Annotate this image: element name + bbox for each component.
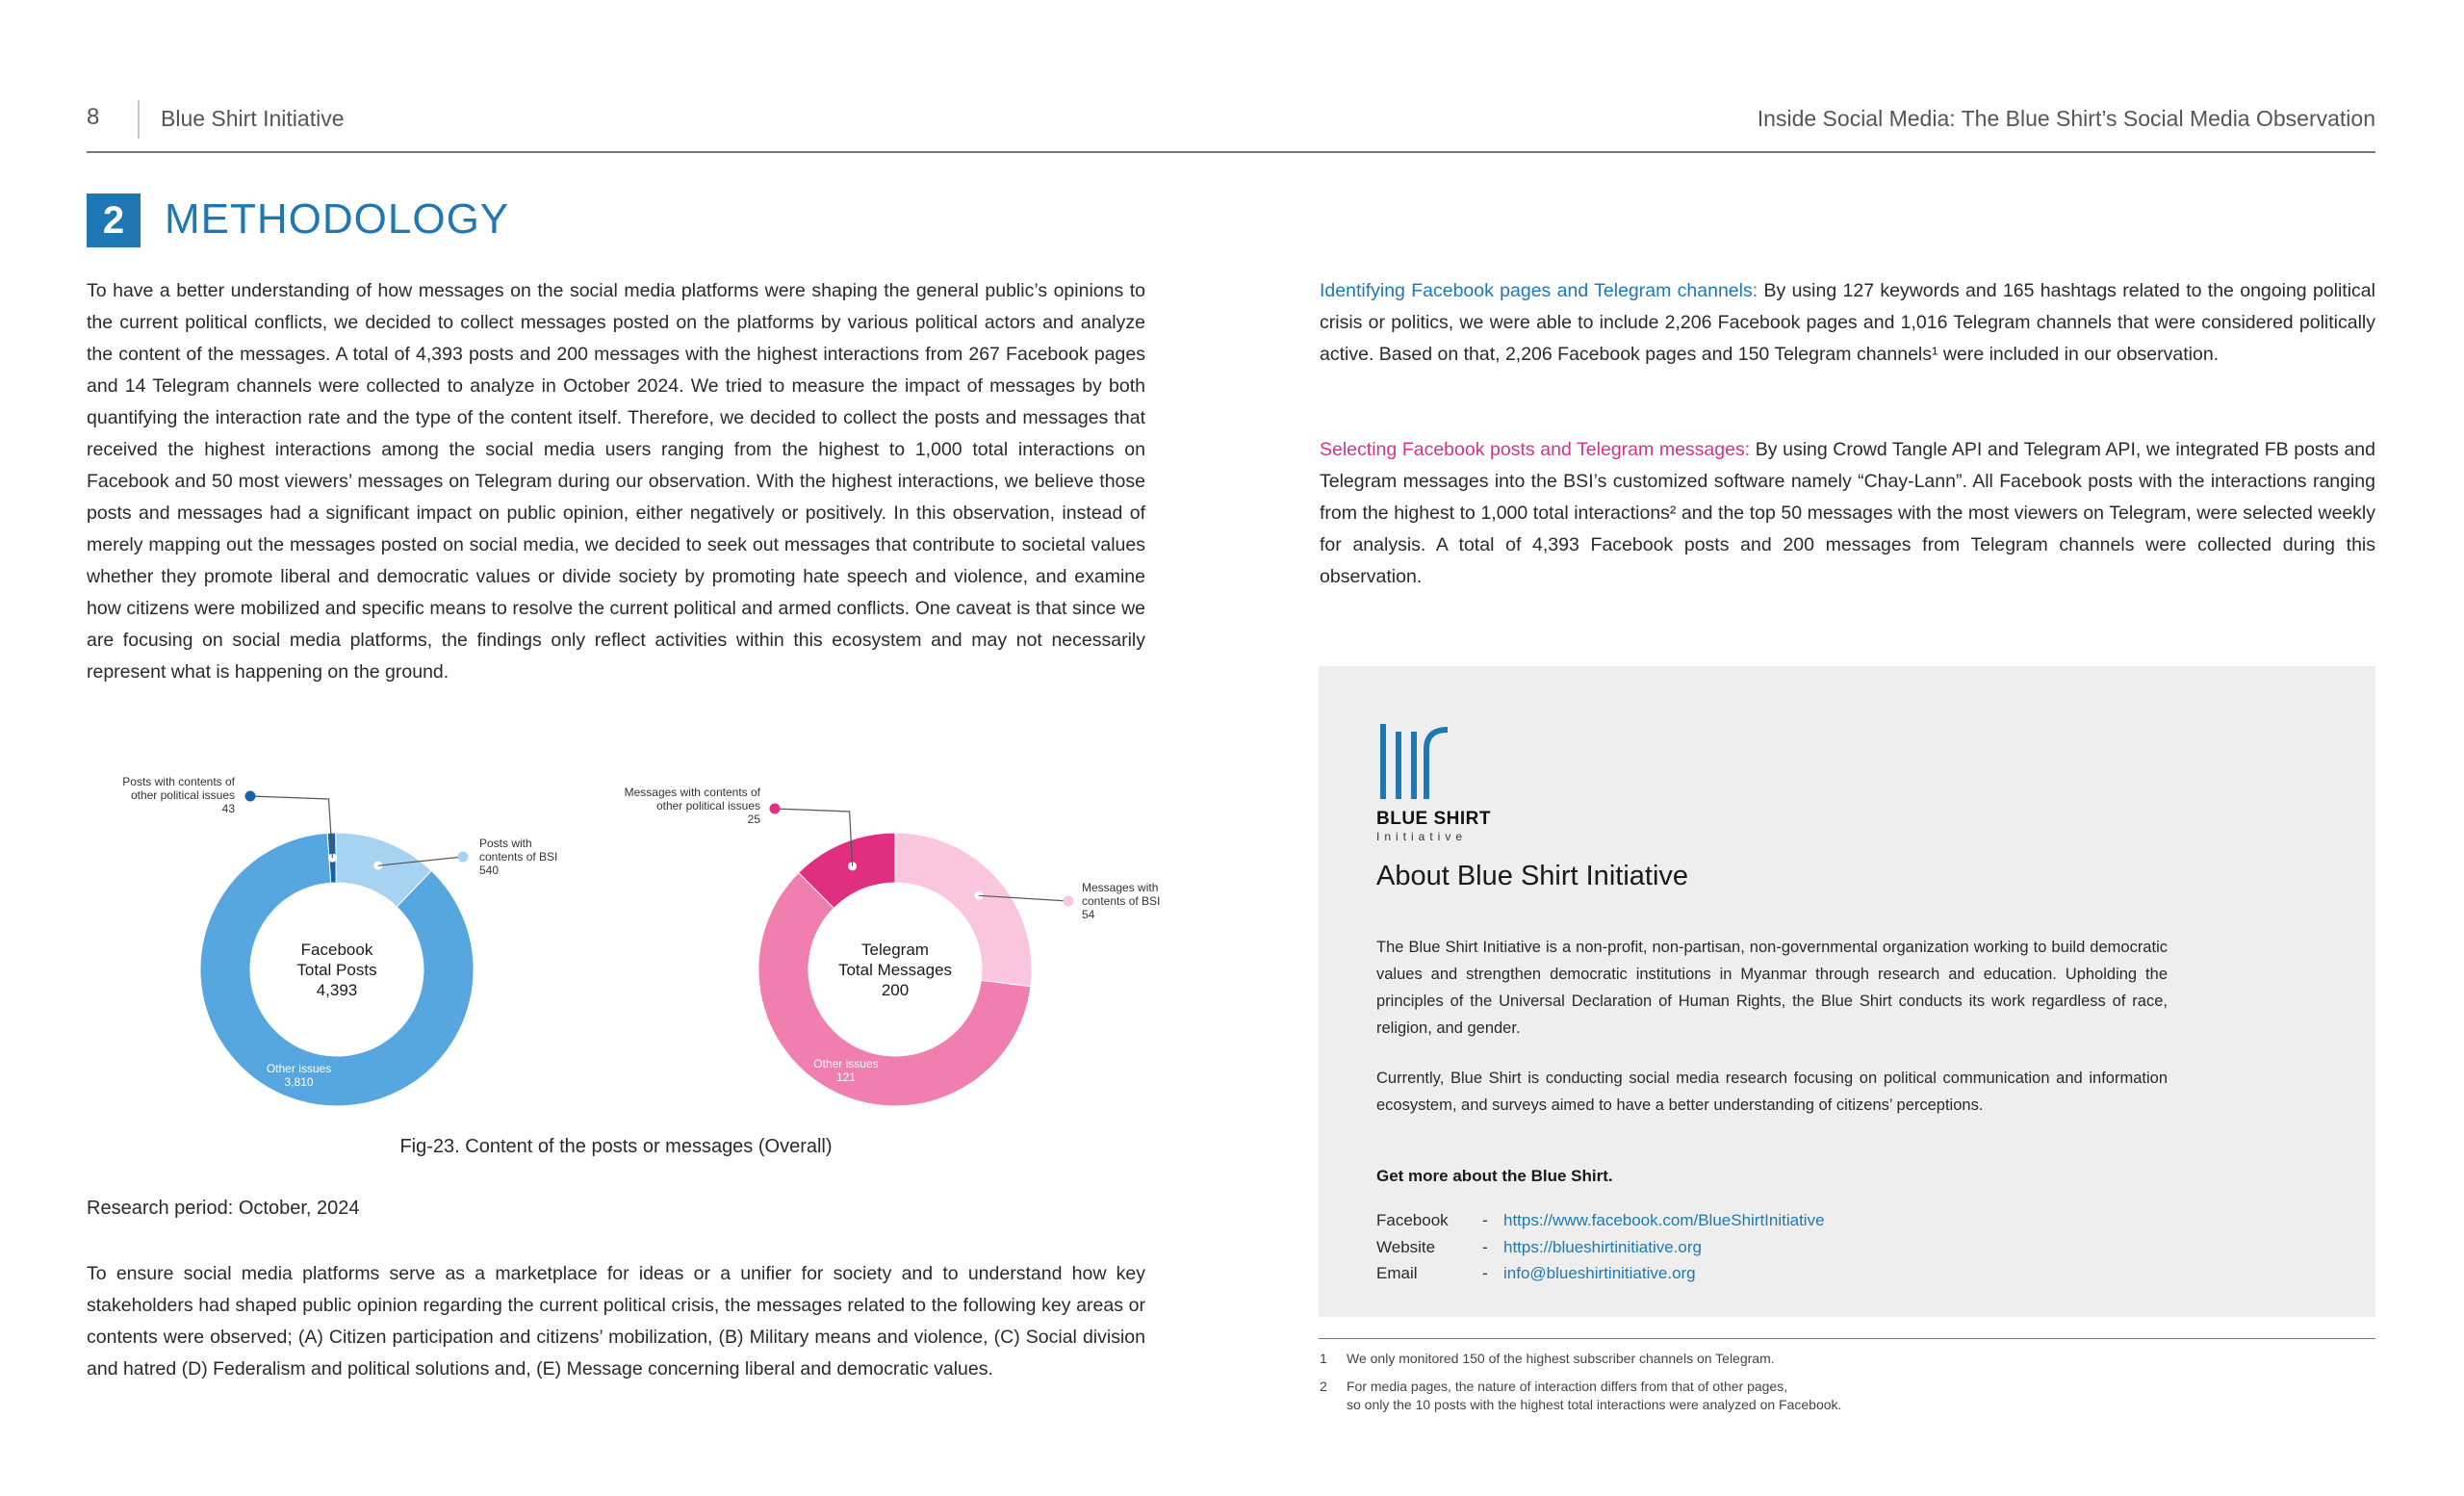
about-box [1319,666,2375,1317]
footnote-text: We only monitored 150 of the highest subscriber channels on Telegram. [1347,1351,1775,1366]
contact-dash: - [1482,1238,1488,1256]
donut-center-label: Facebook [300,941,373,959]
telegram-donut-chart [625,786,1161,1106]
callout-label: 540 [479,864,500,877]
contact-row-website [1376,1238,1702,1257]
footnote-2 [1320,1378,1841,1414]
callout-label: contents of BSI [479,850,558,864]
contact-label: Email [1376,1264,1418,1282]
footnote-1 [1320,1350,1775,1368]
callout-label: 54 [1082,908,1095,921]
header-left-title: Blue Shirt Initiative [161,106,345,131]
intro-paragraph: To have a better understanding of how messages on the social media platforms were shaping the general public’s opinions to the current political conflicts, we decided to collect messages posted on the platforms by various political actors and analyze the content of the messages. A total of 4,393 posts and 200 messages with the highest interactions from 267 Facebook pages and 14 Telegram channels were collected to analyze in October 2024. We tried to measure the impact of messages by both quantifying the interaction rate and the type of the content itself. Therefore, we decided to collect the posts and messages that received the highest interactions among the social media users ranging from the highest to 1,000 total interactions on Facebook and 50 most viewers’ messages on Telegram during our observation. With the highest interactions, we believe those posts and messages had a significant impact on public opinion, either negatively or positively. In this observation, instead of merely mapping out the messages posted on social media, we decided to seek out messages that contribute to societal values whether they promote liberal and democratic values or divide society by promoting hate speech and violence, and examine how citizens were mobilized and specific means to resolve the current political and armed conflicts. One caveat is that since we are focusing on social media platforms, the findings only reflect activities within this ecosystem and may not necessarily represent what is happening on the ground. [87,280,1145,683]
donut-center-label: Total Posts [296,961,377,979]
header-divider [138,100,140,139]
page-number: 8 [87,104,100,130]
callout-label: 43 [221,802,235,815]
donut-center-label: 4,393 [316,981,358,999]
selecting-text: By using Crowd Tangle API and Telegram API, we integrated FB posts and Telegram messages into the BSI’s customized software namely “Chay-Lann”. All Facebook posts with the interactions ranging from the highest to 1,000 total interactions² and the top 50 messages with the most viewers on Telegram, were selected weekly for analysis. A total of 4,393 Facebook posts and 200 messages from Telegram channels were collected during this observation. [1320,439,2375,587]
callout-label: Messages with contents of [624,786,760,799]
footnote-number: 1 [1320,1351,1327,1366]
slice-value-label: 121 [835,1070,856,1085]
callout-label: Posts with contents of [122,775,235,788]
contact-label: Facebook [1376,1211,1449,1229]
callout-label: contents of BSI [1082,894,1161,908]
identifying-text: By using 127 keywords and 165 hashtags related to the ongoing political crisis or politics, we were able to include 2,206 Facebook pages and 1,016 Telegram channels that were considered politically active. Based on that, 2,206 Facebook pages and 150 Telegram channels¹ were included in our observation. [1320,280,2375,365]
about-paragraph-1: The Blue Shirt Initiative is a non-profit, non-partisan, non-governmental organization working to build democratic values and strengthen democratic institutions in Myanmar through research and education. Upholding the principles of the Universal Declaration of Human Rights, the Blue Shirt conducts its work regardless of race, religion, and gender. [1376,939,2168,1037]
get-more-heading: Get more about the Blue Shirt. [1376,1167,1613,1185]
slice-value-label: 3,810 [284,1075,314,1090]
logo-name: BLUE SHIRT [1376,809,1491,829]
selecting-label: Selecting Facebook posts and Telegram messages: [1320,439,1751,460]
email-link[interactable]: info@blueshirtinitiative.org [1503,1264,1696,1282]
slice-value-label: Other issues [813,1057,879,1071]
callout-label: other political issues [130,788,235,802]
section-title: METHODOLOGY [165,195,510,243]
callout-end-dot [1064,896,1074,907]
callout-label: 25 [747,812,760,826]
identifying-label: Identifying Facebook pages and Telegram channels: [1320,280,1758,301]
footnote-number: 2 [1320,1379,1327,1394]
header-rule [87,151,2375,153]
donut-center-label: Total Messages [837,961,953,979]
contact-row-email [1376,1264,1696,1283]
slice-value-label: Other issues [266,1062,332,1076]
section-number-badge: 2 [87,193,141,247]
donut-center-label: 200 [881,981,910,999]
contact-label: Website [1376,1238,1436,1256]
footnote-line: so only the 10 posts with the highest total interactions were analyzed on Facebook. [1347,1397,1842,1412]
donut-charts [77,761,1184,1126]
closing-paragraph: To ensure social media platforms serve as a marketplace for ideas or a unifier for society and to understand how key stakeholders had shaped public opinion regarding the current political crisis, the messages related to the following key areas or contents were observed; (A) Citizen participation and citizens’ mobilization, (B) Military means and violence, (C) Social division and hatred (D) Federalism and political solutions and, (E) Message concerning liberal and democratic values. [87,1263,1145,1380]
contact-dash: - [1482,1211,1488,1229]
figure-caption: Fig-23. Content of the posts or messages (Overall) [399,1136,833,1157]
donut-center-label: Telegram [861,941,929,959]
header-right-title: Inside Social Media: The Blue Shirt’s Social Media Observation [1757,106,2375,131]
callout-end-dot [458,852,469,863]
footnote-rule [1319,1338,2375,1339]
contact-row-facebook [1376,1211,1825,1230]
footnote-line: For media pages, the nature of interaction differs from that of other pages, [1347,1379,1788,1394]
contact-dash: - [1482,1264,1488,1282]
research-period: Research period: October, 2024 [87,1198,360,1219]
identifying-paragraph [1320,275,2375,371]
callout-label: Posts with [479,837,532,850]
selecting-paragraph [1320,434,2375,593]
blue-shirt-logo [1376,720,1453,807]
facebook-donut-chart [122,775,557,1106]
website-link[interactable]: https://blueshirtinitiative.org [1503,1238,1702,1256]
footnote-text [1347,1378,1841,1414]
callout-end-dot [245,791,256,802]
facebook-link[interactable]: https://www.facebook.com/BlueShirtInitiative [1503,1211,1825,1229]
callout-label: Messages with [1082,881,1159,894]
callout-end-dot [770,804,781,814]
logo-subtitle: Initiative [1376,830,1468,843]
about-paragraph-2: Currently, Blue Shirt is conducting social media research focusing on political communication and information ecosystem, and surveys aimed to have a better understanding of citizens’ perceptions. [1376,1070,2168,1114]
callout-label: other political issues [655,799,760,812]
about-title: About Blue Shirt Initiative [1376,861,1689,891]
